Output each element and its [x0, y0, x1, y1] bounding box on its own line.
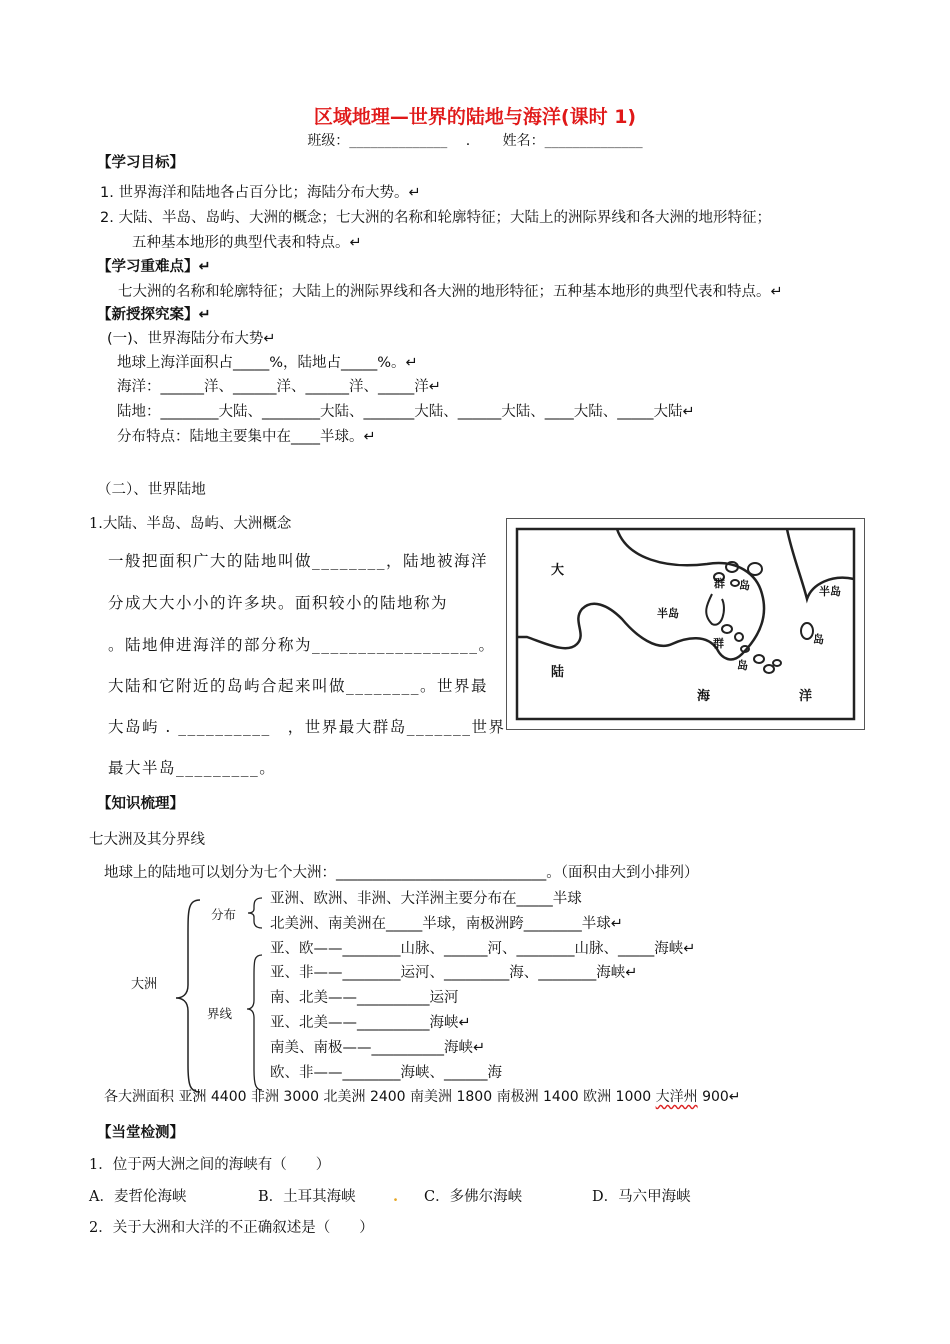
concept-line-5: 大岛屿 . __________ ，世界最大群岛_______世界: [108, 718, 506, 736]
boundary-europe-africa: 欧、非——________海峡、______海: [270, 1065, 502, 1081]
seven-continents-heading: 七大洲及其分界线: [89, 832, 205, 848]
map-label-dao2: 岛: [737, 659, 748, 672]
concept-line-4: 大陆和它附近的岛屿合起来叫做________。世界最: [108, 677, 489, 695]
key-points-text: 七大洲的名称和轮廓特征；大陆上的洲际界线和各大洲的地形特征；五种基本地形的典型代表和特点。↵: [118, 284, 783, 300]
q1-option-a: A．麦哲伦海峡: [89, 1189, 187, 1205]
q1-option-b: B．土耳其海峡: [258, 1189, 356, 1205]
concept-line-1: 一般把面积广大的陆地叫做________，陆地被海洋: [108, 552, 489, 570]
map-label-yang: 洋: [799, 689, 813, 704]
boundary-asia-africa: 亚、非——________运河、_________海、________海峡↵: [270, 965, 638, 981]
map-label-dao-right: 岛: [813, 633, 824, 646]
division-line: 地球上的陆地可以划分为七个大洲：_____________________________。（面积由大到小排列）: [104, 865, 699, 881]
question-1: 1．位于两大洲之间的海峡有（ ）: [89, 1157, 331, 1173]
continent-areas: [104, 1088, 741, 1106]
boundary-asia-europe: 亚、欧——________山脉、______河、________山脉、_____海峡↵: [270, 941, 696, 957]
goals-heading: 【学习目标】: [97, 155, 184, 171]
continents-root-label: 大洲: [131, 977, 158, 992]
distribution-label: 分布: [211, 907, 237, 922]
boundary-asia-n-america: 亚、北美——__________海峡↵: [270, 1015, 471, 1031]
boundary-s-america-antarctica: 南美、南极——__________海峡↵: [270, 1040, 486, 1056]
goal-2b: 五种基本地形的典型代表和特点。↵: [132, 235, 362, 251]
land-sea-map: [506, 518, 865, 730]
continents-line: 陆地：________大陆、________大陆、_______大陆、______大陆、____大陆、_____大陆↵: [117, 404, 695, 420]
distribution-line-2: 北美洲、南美洲在_____半球，南极洲跨________半球↵: [270, 916, 623, 932]
distribution-line-1: 亚洲、欧洲、非洲、大洋洲主要分布在_____半球: [270, 891, 582, 907]
map-label-qun2: 群: [713, 637, 724, 650]
outline-braces: [170, 895, 270, 1095]
concept-line-3: 。陆地伸进海洋的部分称为__________________。: [108, 636, 496, 654]
concept-heading: 1.大陆、半岛、岛屿、大洲概念: [89, 516, 292, 532]
map-label-lu: 陆: [551, 665, 565, 680]
continent-areas-b: 大洋州: [655, 1089, 698, 1105]
map-label-bandao-right: 半岛: [819, 585, 841, 598]
concept-line-2: 分成大大小小的许多块。面积较小的陆地称为: [108, 594, 449, 612]
goal-1: 1. 世界海洋和陆地各占百分比；海陆分布大势。↵: [100, 185, 421, 201]
boundary-n-s-america: 南、北美——__________运河: [270, 990, 459, 1006]
test-heading: 【当堂检测】: [97, 1125, 184, 1141]
concept-line-6: 最大半岛_________。: [108, 759, 277, 777]
map-label-dao: 岛: [739, 579, 750, 592]
key-points-heading: 【学习重难点】↵: [97, 259, 211, 275]
q1-option-d: D．马六甲海峡: [592, 1189, 691, 1205]
oceans-line: 海洋：______洋、______洋、______洋、_____洋↵: [117, 379, 441, 395]
page-title: 区域地理—世界的陆地与海洋(课时 1): [313, 106, 637, 128]
q1-option-c: C．多佛尔海峡: [424, 1189, 523, 1205]
knowledge-heading: 【知识梳理】: [97, 796, 184, 812]
new-lesson-heading: 【新授探究案】↵: [97, 307, 211, 323]
map-label-da: 大: [551, 563, 565, 578]
continent-areas-c: 900↵: [697, 1089, 741, 1105]
distribution-line: 分布特点：陆地主要集中在____半球。↵: [117, 429, 376, 445]
map-label-qun: 群: [714, 577, 725, 590]
map-label-hai: 海: [697, 689, 711, 704]
map-label-bandao-mid: 半岛: [657, 607, 679, 620]
goal-2a: 2. 大陆、半岛、岛屿、大洲的概念；七大洲的名称和轮廓特征；大陆上的洲际界线和各大洲的地形特征；: [100, 210, 771, 226]
ocean-land-percent: 地球上海洋面积占_____%，陆地占_____%。↵: [117, 355, 418, 371]
continent-areas-a: 各大洲面积 亚洲 4400 非洲 3000 北美洲 2400 南美洲 1800 南极洲 1400 欧洲 1000: [104, 1089, 656, 1105]
stray-dot-mark: .: [393, 1188, 399, 1205]
part1-heading: (一)、世界海陆分布大势↵: [107, 331, 276, 347]
boundary-label: 界线: [207, 1006, 233, 1021]
class-name-line: 班级：______________ . 姓名：______________: [307, 133, 643, 149]
part2-heading: （二）、世界陆地: [97, 482, 206, 498]
question-2: 2．关于大洲和大洋的不正确叙述是（ ）: [89, 1220, 374, 1236]
